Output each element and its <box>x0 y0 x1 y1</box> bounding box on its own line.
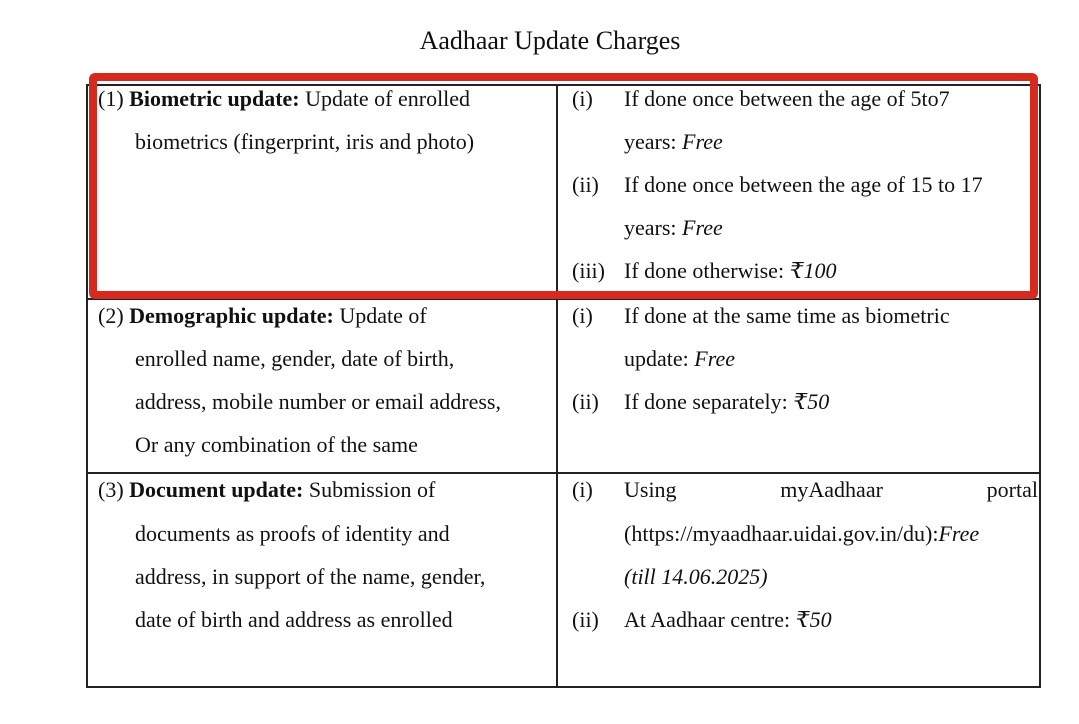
row-3-charge-1-line-3: (till 14.06.2025) <box>624 564 768 589</box>
highlight-box <box>89 73 1038 299</box>
charge-text: If done separately: <box>624 389 794 414</box>
row-3-charge-2-line-1 <box>624 607 832 633</box>
row-2-desc-first: Update of <box>339 303 427 328</box>
row-1-desc-first: Update of enrolled <box>305 86 471 111</box>
row-2-charge-1-number: (i) <box>572 303 593 328</box>
row-1-number: (1) <box>98 86 124 111</box>
row-3-desc-line-2: documents as proofs of identity and <box>135 521 450 546</box>
page-title: Aadhaar Update Charges <box>419 26 681 55</box>
row-2-charges <box>572 303 1042 463</box>
row-2-charge-1-line-1: If done at the same time as biometric <box>624 303 950 328</box>
charge-text: years: <box>624 215 683 240</box>
row-3-desc-line-1 <box>98 477 435 503</box>
charge-text: years: <box>624 129 683 154</box>
charge-text: At Aadhaar centre: <box>624 607 796 632</box>
row-2-desc-line-3: address, mobile number or email address, <box>135 389 501 414</box>
row-3-number: (3) <box>98 477 124 502</box>
charge-amount: ₹100 <box>789 258 837 283</box>
row-1-heading: Biometric update: <box>129 86 300 111</box>
charge-text: If done otherwise: <box>624 258 790 283</box>
row-1-charge-1-line-1: If done once between the age of 5to7 <box>624 86 950 111</box>
charge-text: update: <box>624 346 695 371</box>
row-1-desc-line-2: biometrics (fingerprint, iris and photo) <box>135 129 475 154</box>
charge-amount: ₹50 <box>795 607 832 632</box>
row-3-charges <box>572 477 1042 647</box>
row-3-charge-1-line-2 <box>624 521 979 547</box>
charge-amount: ₹50 <box>793 389 830 414</box>
row-1-charge-1-number: (i) <box>572 86 593 111</box>
row-2-heading: Demographic update: <box>129 303 334 328</box>
charge-amount: Free <box>938 521 980 546</box>
row-2-charge-1-line-2 <box>624 346 735 372</box>
charge-amount: Free <box>694 346 735 371</box>
row-divider-2 <box>86 472 1041 474</box>
charge-amount: Free <box>682 215 723 240</box>
row-1-charge-2-number: (ii) <box>572 172 599 197</box>
row-2-charge-2-number: (ii) <box>572 389 599 414</box>
row-3-charge-1-line-1 <box>624 477 1038 503</box>
row-3-heading: Document update: <box>129 477 304 502</box>
portal-url: (https://myaadhaar.uidai.gov.in/du): <box>624 521 939 546</box>
row-2-desc-line-2: enrolled name, gender, date of birth, <box>135 346 455 371</box>
row-2-charge-2-line-1 <box>624 389 829 415</box>
charge-word: portal <box>986 477 1038 502</box>
charge-amount: Free <box>682 129 723 154</box>
row-3-desc-line-4: date of birth and address as enrolled <box>135 607 453 632</box>
row-1-charge-2-line-1: If done once between the age of 15 to 17 <box>624 172 983 197</box>
row-3-desc-line-3: address, in support of the name, gender, <box>135 564 486 589</box>
row-3-desc-first: Submission of <box>308 477 436 502</box>
row-1-charge-3-number: (iii) <box>572 258 605 283</box>
row-2-desc-line-1 <box>98 303 427 329</box>
charge-word: Using <box>624 477 677 502</box>
row-2-desc-line-4: Or any combination of the same <box>135 432 418 457</box>
charge-word: myAadhaar <box>780 477 883 502</box>
row-3-charge-2-number: (ii) <box>572 607 599 632</box>
row-2-number: (2) <box>98 303 124 328</box>
row-3-charge-1-number: (i) <box>572 477 593 502</box>
